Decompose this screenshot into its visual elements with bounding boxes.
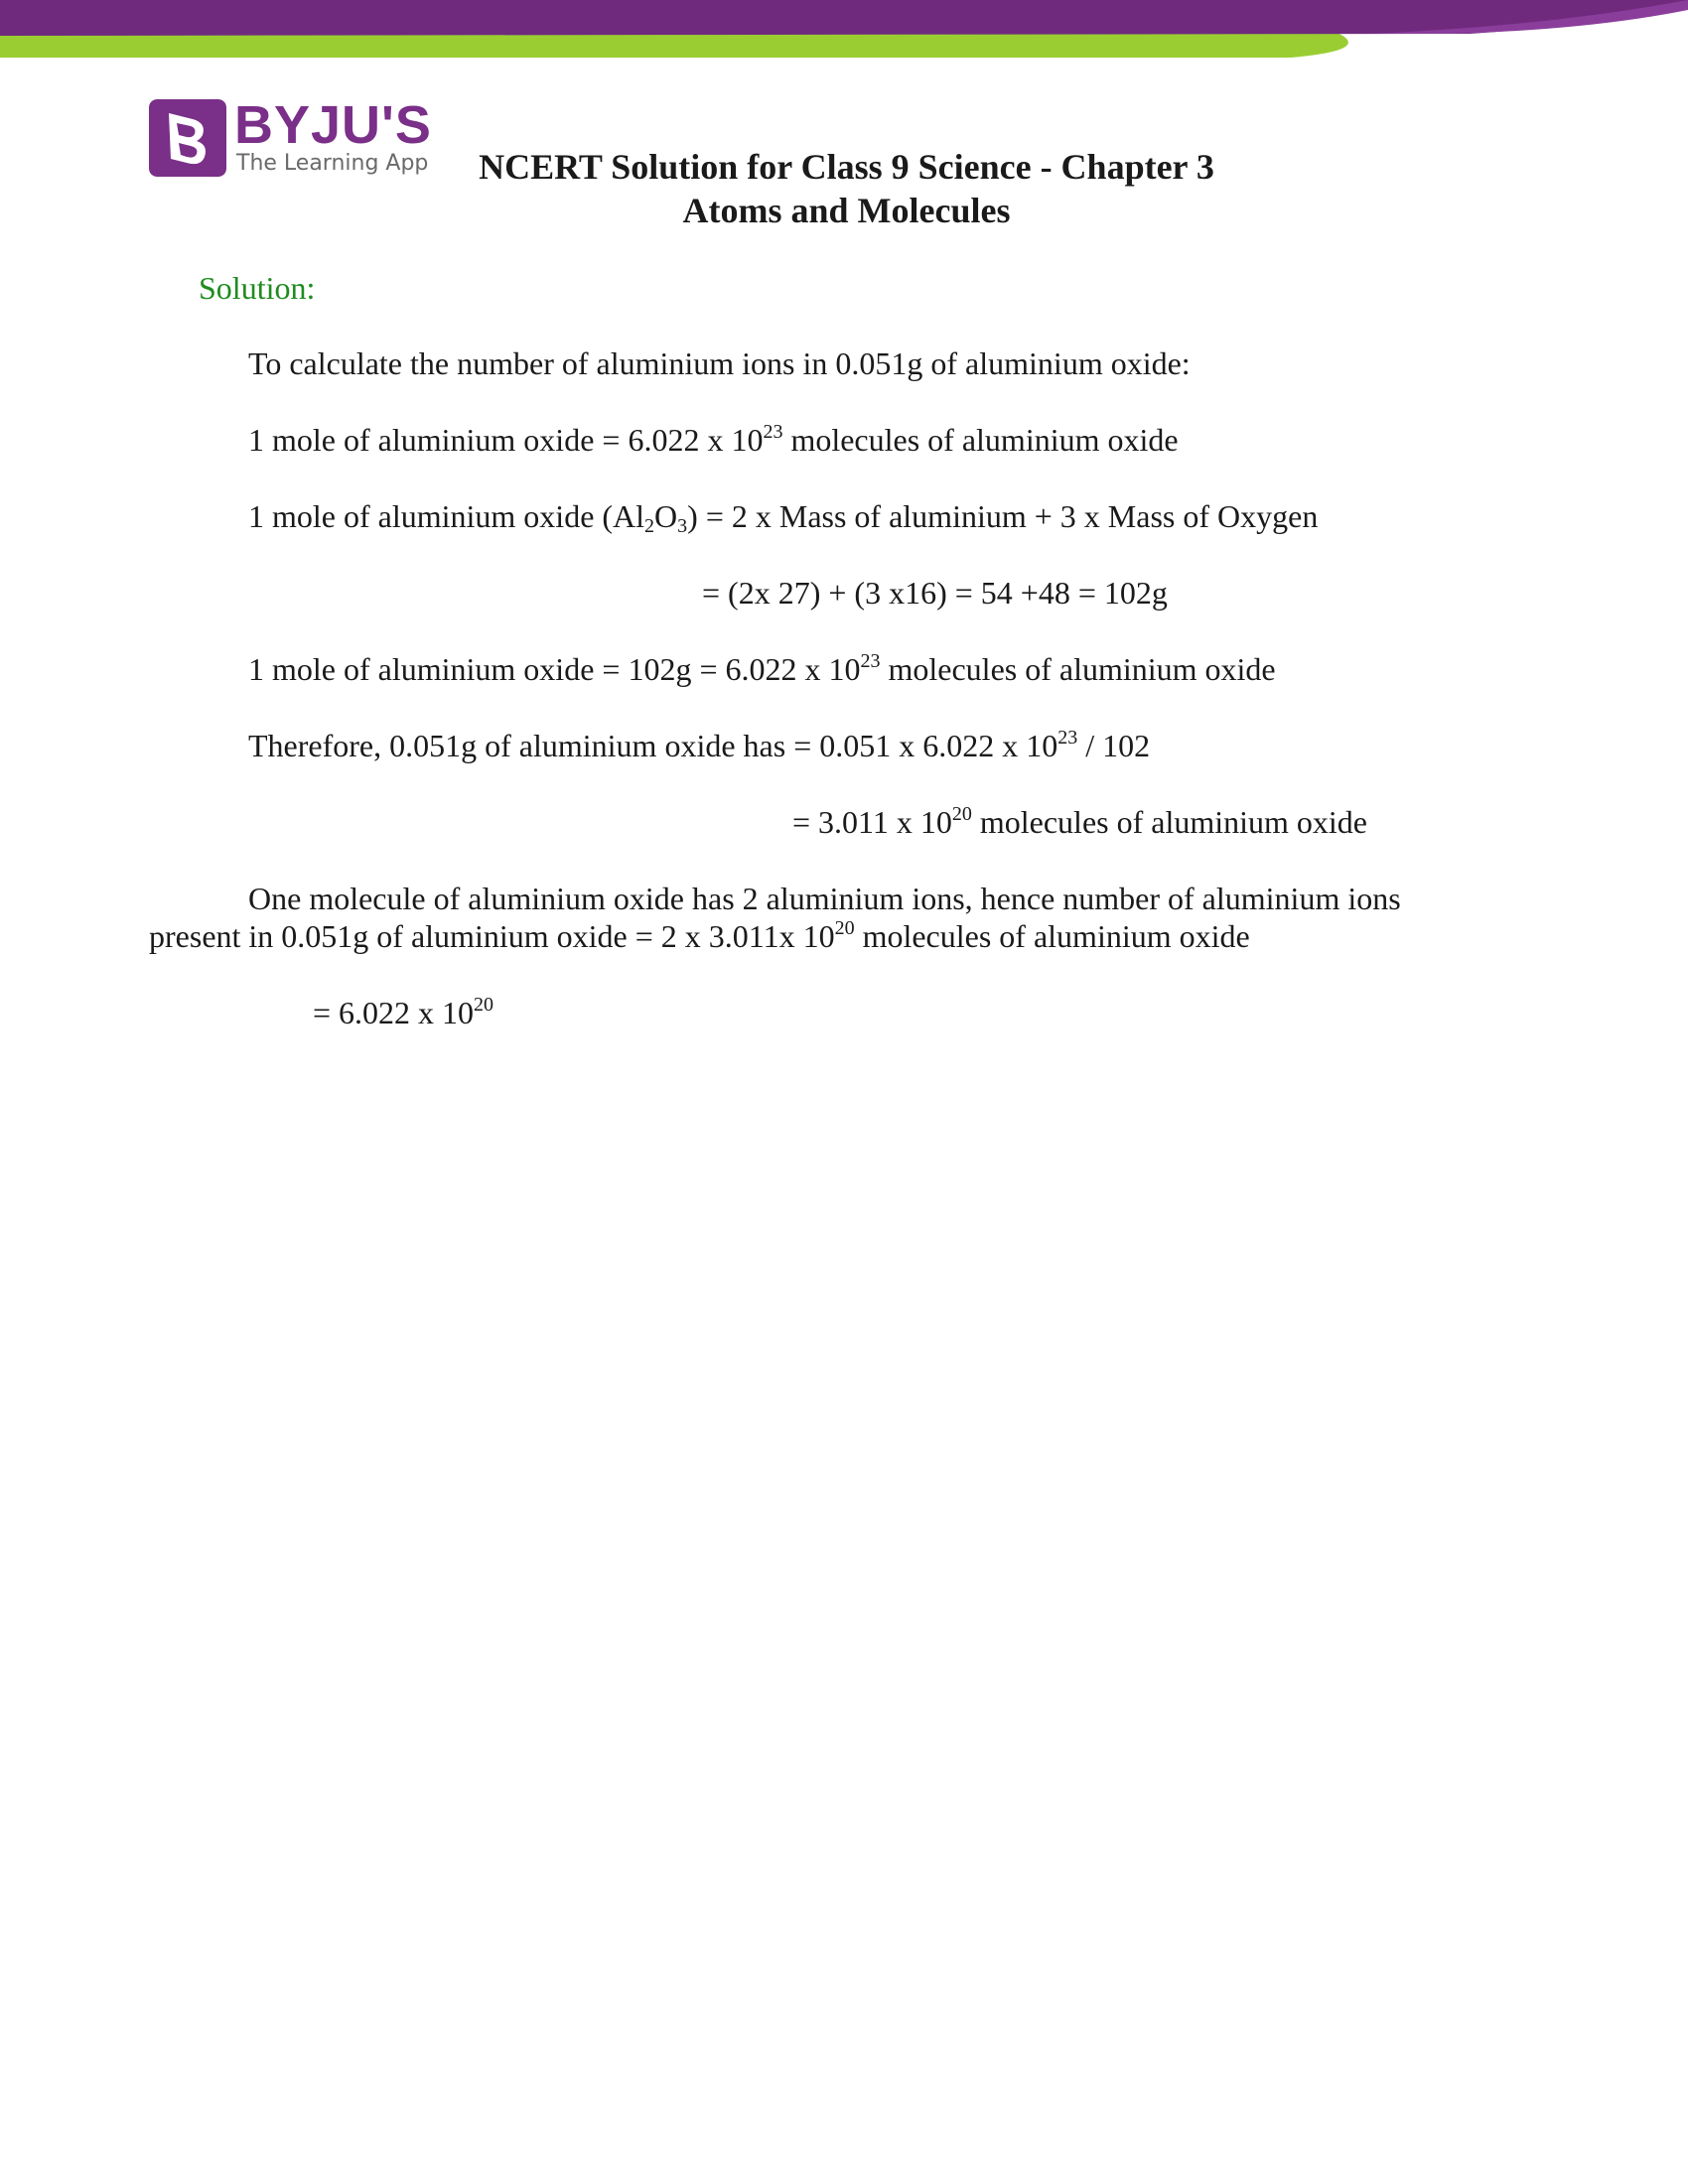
brand-tagline: The Learning App — [236, 151, 429, 176]
solution-line-7: One molecule of aluminium oxide has 2 aluminium ions, hence number of aluminium ions — [248, 881, 1401, 916]
solution-line-2: 1 mole of aluminium oxide $(Al_2O_3) = 2$ x Mass of aluminium + 3 x Mass of Oxygen — [248, 498, 1319, 537]
page-title — [457, 145, 1236, 232]
header-band — [0, 0, 1688, 60]
title-line-2: Atoms and Molecules — [682, 191, 1011, 230]
byjus-logo-mark-icon — [149, 99, 226, 177]
solution-line-3: = (2x 27) + (3 x16) = 54 +48 = 102g — [702, 575, 1168, 611]
solution-line-6: = 3.011 x $10^{20}$ molecules of aluminium oxide — [792, 803, 1367, 840]
brand-name: BYJU'S — [234, 95, 432, 155]
solution-result: = 6.022 x $10^{20}$ — [313, 994, 494, 1030]
solution-line-1: 1 mole of aluminium oxide = 6.022 x $10^{23}$ molecules of aluminium oxide — [248, 421, 1179, 458]
solution-heading: Solution: — [199, 270, 316, 306]
solution-line-8: present in 0.051g of aluminium oxide = 2 x 3.011x $10^{20}$ molecules of aluminium oxide — [149, 917, 1250, 954]
byjus-logo — [149, 95, 437, 179]
solution-line-4: 1 mole of aluminium oxide = 102g = 6.022 x $10^{23}$ molecules of aluminium oxide — [248, 650, 1276, 687]
solution-line-5: Therefore, 0.051g of aluminium oxide has = 0.051 x 6.022 x $10^{23} / 102$ — [248, 727, 1151, 763]
solution-intro: To calculate the number of aluminium ions in 0.051g of aluminium oxide: — [248, 345, 1191, 381]
title-line-1: NCERT Solution for Class 9 Science - Chapter 3 — [479, 147, 1214, 187]
